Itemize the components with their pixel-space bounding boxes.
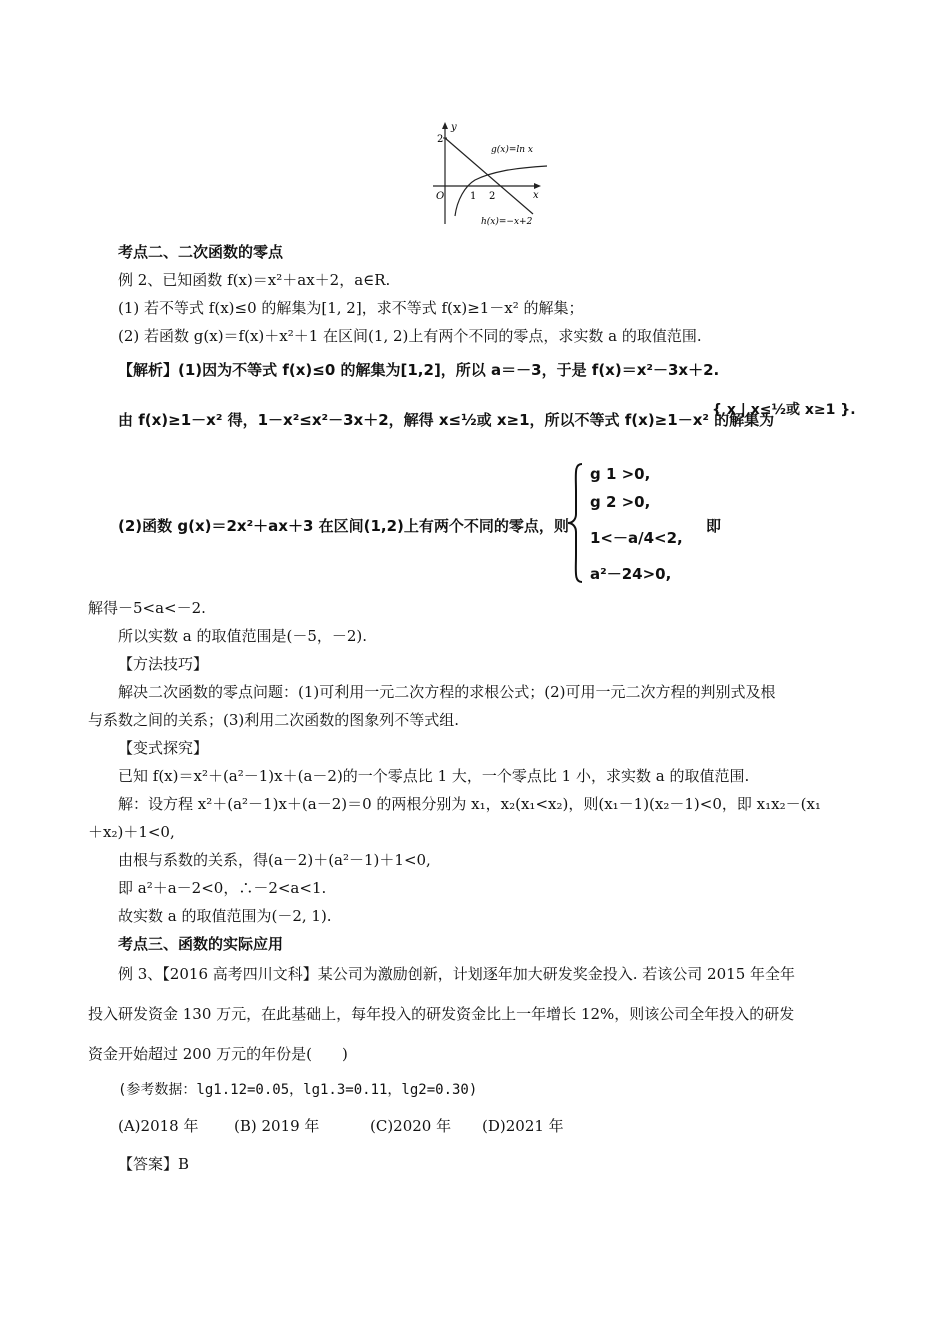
method-line-2: 与系数之间的关系；(3)利用二次函数的图象列不等式组. xyxy=(88,711,460,729)
variant-line-4: 由根与系数的关系，得(a－2)＋(a²－1)＋1<0, xyxy=(118,851,431,869)
example-2-statement: 例 2、已知函数 f(x)＝x²＋ax＋2，a∈R. xyxy=(118,271,391,289)
variant-line-5: 即 a²＋a－2<0，∴－2<a<1. xyxy=(118,879,327,897)
solution-set: { x | x≤½或 x≥1 }. xyxy=(712,402,856,418)
method-line-1: 解决二次函数的零点问题：(1)可利用一元二次方程的求根公式；(2)可用一元二次方程的判别式及根 xyxy=(118,683,776,701)
example-2-question-2: (2) 若函数 g(x)＝f(x)＋x²＋1 在区间(1, 2)上有两个不同的零点，求实数 a 的取值范围. xyxy=(118,327,702,345)
variant-heading: 【变式探究】 xyxy=(118,739,209,757)
example-3-line-2: 投入研发资金 130 万元，在此基础上，每年投入的研发资金比上一年增长 12%，则该公司全年投入的研发 xyxy=(88,1005,795,1023)
graph-y-axis-label: y xyxy=(451,122,457,133)
graph-h-label: h(x)=−x+2 xyxy=(481,217,533,227)
option-d: (D)2021 年 xyxy=(482,1117,564,1135)
section-heading-kd3: 考点三、函数的实际应用 xyxy=(118,935,284,953)
system-line-3: 1<－a/4<2, xyxy=(590,529,683,547)
result-line-2: 所以实数 a 的取值范围是(－5，－2). xyxy=(118,627,368,645)
reference-data: (参考数据：lg1.12=0.05，lg1.3=0.11，lg2=0.30) xyxy=(118,1082,478,1098)
option-c: (C)2020 年 xyxy=(370,1117,452,1135)
example-3-line-3: 资金开始超过 200 万元的年份是( ) xyxy=(88,1045,348,1063)
option-b: (B) 2019 年 xyxy=(234,1117,320,1135)
graph-origin-label: O xyxy=(436,191,445,202)
graph-g-label: g(x)=ln x xyxy=(491,145,534,155)
function-graph-figure xyxy=(425,120,565,232)
system-line-1: g 1 >0, xyxy=(590,465,651,483)
answer-line: 【答案】B xyxy=(118,1155,190,1173)
variant-line-2: 解：设方程 x²＋(a²－1)x＋(a－2)＝0 的两根分别为 x₁，x₂(x₁<x₂)，则(x₁－1)(x₂－1)<0，即 x₁x₂－(x₁ xyxy=(118,795,821,813)
option-a: (A)2018 年 xyxy=(118,1117,199,1135)
result-line-1: 解得－5<a<－2. xyxy=(88,599,206,617)
solution-line-2: 由 f(x)≥1－x² 得，1－x²≤x²－3x＋2，解得 x≤½或 x≥1，所以不等式 f(x)≥1－x² 的解集为 xyxy=(118,411,775,429)
graph-x-tick-2: 2 xyxy=(489,191,496,202)
graph-x-axis-label: x xyxy=(533,190,539,201)
inequality-system xyxy=(578,464,688,584)
section-heading-kd2: 考点二、二次函数的零点 xyxy=(118,243,284,261)
graph-y-tick-2: 2 xyxy=(437,134,444,145)
system-line-4: a²－24>0, xyxy=(590,565,672,583)
example-3-line-1: 例 3、【2016 高考四川文科】某公司为激励创新，计划逐年加大研发奖金投入. 若该公司 2015 年全年 xyxy=(118,965,796,983)
variant-line-3: ＋x₂)＋1<0, xyxy=(88,823,175,841)
solution-line-3-tail: 即 xyxy=(706,517,722,535)
system-line-2: g 2 >0, xyxy=(590,493,651,511)
variant-line-6: 故实数 a 的取值范围为(－2, 1). xyxy=(118,907,332,925)
solution-line-3: (2)函数 g(x)＝2x²＋ax＋3 在区间(1,2)上有两个不同的零点，则 xyxy=(118,517,569,535)
example-2-question-1: (1) 若不等式 f(x)≤0 的解集为[1, 2]，求不等式 f(x)≥1－x² 的解集； xyxy=(118,299,584,317)
solution-line-1: 【解析】(1)因为不等式 f(x)≤0 的解集为[1,2]，所以 a＝－3，于是 f(x)＝x²－3x＋2. xyxy=(118,361,720,379)
graph-x-tick-1: 1 xyxy=(470,191,477,202)
variant-line-1: 已知 f(x)＝x²＋(a²－1)x＋(a－2)的一个零点比 1 大，一个零点比 1 小，求实数 a 的取值范围. xyxy=(118,767,750,785)
method-heading: 【方法技巧】 xyxy=(118,655,209,673)
